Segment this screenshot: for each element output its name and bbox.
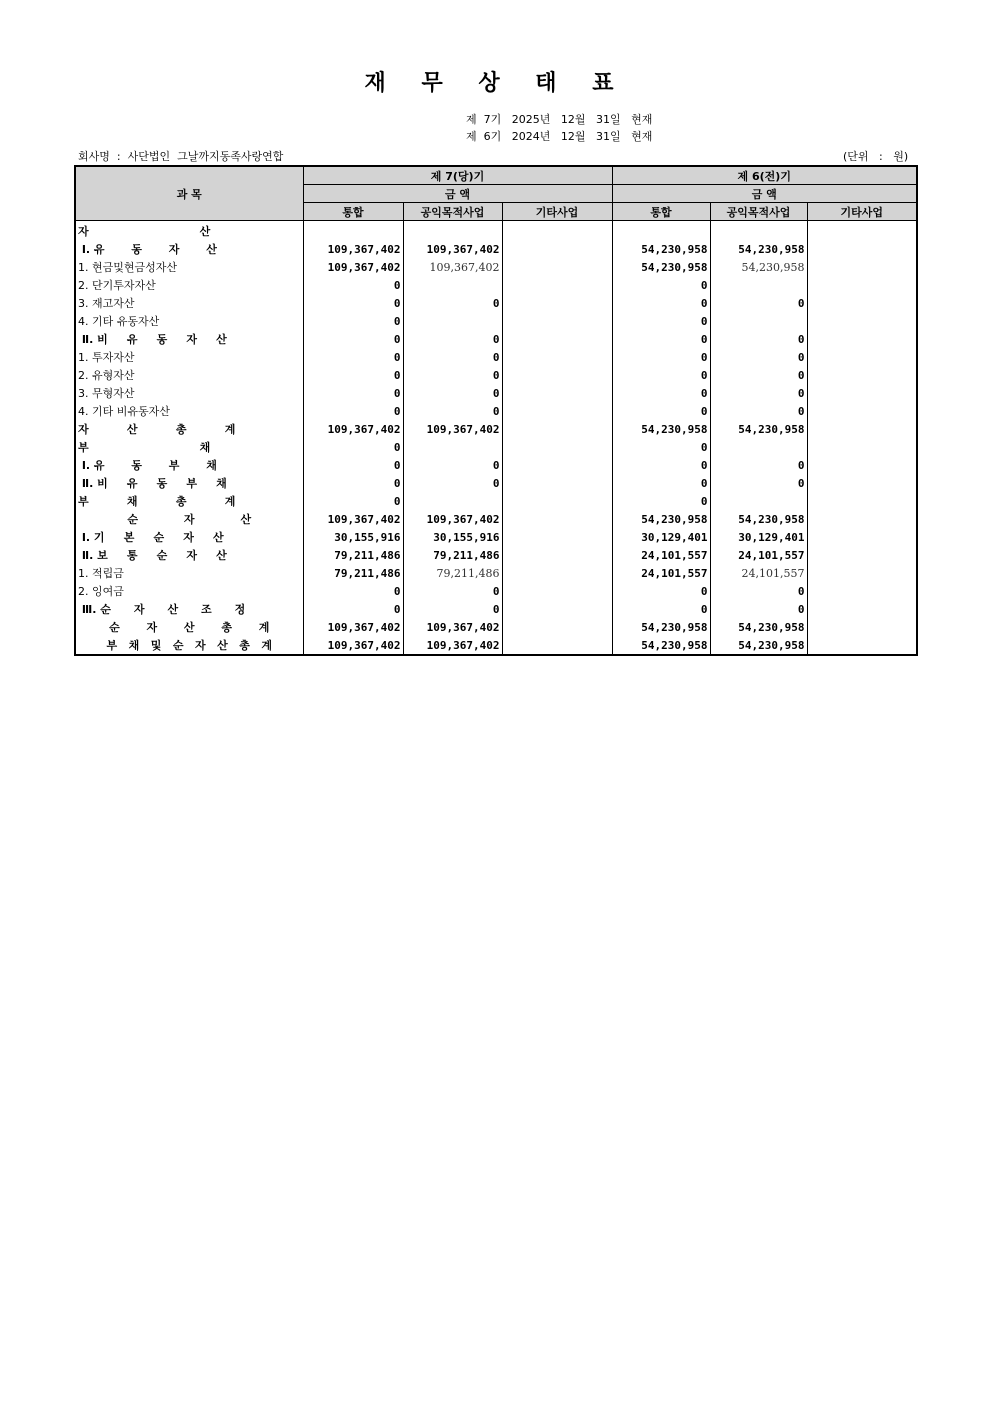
amount-cell [502, 438, 612, 456]
table-row [75, 582, 917, 600]
amount-cell: 24,101,557 [612, 546, 710, 564]
amount-cell: 0 [403, 600, 502, 618]
amount-cell: 54,230,958 [612, 636, 710, 655]
table-row [75, 492, 917, 510]
amount-cell: 0 [710, 384, 807, 402]
period-previous: 제 6기 2024년 12월 31일 현재 [466, 130, 653, 143]
amount-cell [502, 456, 612, 474]
table-row [75, 384, 917, 402]
amount-cell: 54,230,958 [710, 636, 807, 655]
amount-cell: 0 [710, 348, 807, 366]
amount-cell: 0 [710, 330, 807, 348]
amount-cell: 0 [303, 456, 403, 474]
amount-cell [502, 420, 612, 438]
amount-cell [807, 221, 917, 241]
header-subject: 과 목 [75, 166, 303, 221]
row-label: 2. 단기투자자산 [75, 276, 303, 294]
amount-cell [807, 240, 917, 258]
row-label: 자 산 총 계 [75, 420, 303, 438]
table-row [75, 528, 917, 546]
header-col-total-current: 통합 [303, 203, 403, 221]
row-label: 2. 잉여금 [75, 582, 303, 600]
amount-cell: 0 [303, 384, 403, 402]
amount-cell [710, 221, 807, 241]
amount-cell [502, 528, 612, 546]
amount-cell [502, 276, 612, 294]
amount-cell: 109,367,402 [303, 420, 403, 438]
amount-cell: 109,367,402 [403, 240, 502, 258]
amount-cell: 0 [303, 600, 403, 618]
amount-cell [502, 348, 612, 366]
amount-cell: 54,230,958 [710, 510, 807, 528]
amount-cell [502, 492, 612, 510]
row-label: 1. 현금및현금성자산 [75, 258, 303, 276]
amount-cell [710, 492, 807, 510]
header-col-other-current: 기타사업 [502, 203, 612, 221]
amount-cell: 109,367,402 [303, 510, 403, 528]
amount-cell: 0 [612, 438, 710, 456]
row-label: Ⅱ. 비 유 동 부 채 [75, 474, 303, 492]
amount-cell: 109,367,402 [403, 420, 502, 438]
amount-cell [807, 366, 917, 384]
amount-cell: 30,129,401 [612, 528, 710, 546]
amount-cell: 109,367,402 [403, 510, 502, 528]
amount-cell: 0 [303, 582, 403, 600]
row-label: Ⅱ. 보 통 순 자 산 [75, 546, 303, 564]
row-label: 순 자 산 [75, 510, 303, 528]
amount-cell: 30,129,401 [710, 528, 807, 546]
table-row [75, 546, 917, 564]
amount-cell: 109,367,402 [303, 636, 403, 655]
row-label: Ⅰ. 기 본 순 자 산 [75, 528, 303, 546]
amount-cell: 79,211,486 [303, 546, 403, 564]
amount-cell [807, 348, 917, 366]
amount-cell: 0 [710, 402, 807, 420]
amount-cell [502, 294, 612, 312]
amount-cell: 0 [403, 348, 502, 366]
amount-cell [807, 564, 917, 582]
balance-sheet-table [74, 165, 918, 656]
amount-cell [807, 600, 917, 618]
unit-label: (단위 : 원) [843, 150, 909, 163]
amount-cell: 109,367,402 [403, 636, 502, 655]
amount-cell [612, 221, 710, 241]
amount-cell: 0 [303, 294, 403, 312]
amount-cell: 0 [303, 276, 403, 294]
amount-cell: 0 [612, 600, 710, 618]
amount-cell [807, 528, 917, 546]
amount-cell [807, 420, 917, 438]
amount-cell [502, 600, 612, 618]
amount-cell [502, 618, 612, 636]
table-row [75, 474, 917, 492]
amount-cell [807, 456, 917, 474]
row-label: Ⅲ. 순 자 산 조 정 [75, 600, 303, 618]
amount-cell: 54,230,958 [612, 258, 710, 276]
amount-cell: 109,367,402 [303, 240, 403, 258]
amount-cell [403, 276, 502, 294]
row-label: 순 자 산 총 계 [75, 618, 303, 636]
amount-cell [807, 582, 917, 600]
amount-cell: 0 [403, 474, 502, 492]
amount-cell: 0 [710, 600, 807, 618]
table-row [75, 312, 917, 330]
amount-cell [807, 636, 917, 655]
amount-cell: 0 [710, 294, 807, 312]
amount-cell: 109,367,402 [403, 258, 502, 276]
amount-cell [710, 276, 807, 294]
amount-cell: 0 [403, 582, 502, 600]
amount-cell: 54,230,958 [710, 618, 807, 636]
row-label: Ⅰ. 유 동 자 산 [75, 240, 303, 258]
table-row [75, 348, 917, 366]
amount-cell: 0 [612, 474, 710, 492]
table-row [75, 420, 917, 438]
table-row [75, 366, 917, 384]
period-current: 제 7기 2025년 12월 31일 현재 [466, 113, 653, 126]
amount-cell: 0 [710, 474, 807, 492]
amount-cell: 0 [403, 330, 502, 348]
amount-cell: 79,211,486 [303, 564, 403, 582]
amount-cell: 0 [612, 330, 710, 348]
header-previous-period: 제 6(전)기 [612, 166, 917, 185]
amount-cell: 109,367,402 [303, 258, 403, 276]
row-label: 1. 적립금 [75, 564, 303, 582]
amount-cell: 24,101,557 [710, 564, 807, 582]
header-col-public-previous: 공익목적사업 [710, 203, 807, 221]
amount-cell: 0 [710, 456, 807, 474]
amount-cell: 79,211,486 [403, 564, 502, 582]
amount-cell: 24,101,557 [710, 546, 807, 564]
amount-cell: 0 [612, 456, 710, 474]
amount-cell [807, 384, 917, 402]
amount-cell [807, 510, 917, 528]
amount-cell: 0 [612, 402, 710, 420]
amount-cell [710, 438, 807, 456]
amount-cell: 54,230,958 [710, 240, 807, 258]
amount-cell [807, 546, 917, 564]
table-row [75, 221, 917, 241]
amount-cell [502, 546, 612, 564]
amount-cell: 0 [303, 312, 403, 330]
amount-cell [807, 294, 917, 312]
row-label: Ⅱ. 비 유 동 자 산 [75, 330, 303, 348]
amount-cell: 0 [612, 294, 710, 312]
amount-cell [502, 474, 612, 492]
amount-cell: 54,230,958 [710, 420, 807, 438]
table-row [75, 564, 917, 582]
amount-cell: 0 [612, 348, 710, 366]
amount-cell: 0 [710, 582, 807, 600]
amount-cell: 0 [612, 312, 710, 330]
amount-cell: 0 [612, 582, 710, 600]
amount-cell [502, 582, 612, 600]
amount-cell [502, 240, 612, 258]
amount-cell [403, 312, 502, 330]
row-label: 4. 기타 유동자산 [75, 312, 303, 330]
table-row [75, 240, 917, 258]
amount-cell [807, 474, 917, 492]
amount-cell: 0 [403, 384, 502, 402]
table-row [75, 438, 917, 456]
amount-cell [502, 258, 612, 276]
amount-cell: 0 [403, 366, 502, 384]
amount-cell: 0 [303, 438, 403, 456]
amount-cell: 0 [403, 294, 502, 312]
row-label: 부 채 [75, 438, 303, 456]
amount-cell: 0 [612, 276, 710, 294]
table-row [75, 510, 917, 528]
amount-cell [502, 330, 612, 348]
amount-cell [807, 492, 917, 510]
amount-cell: 0 [612, 492, 710, 510]
row-label: 자 산 [75, 221, 303, 241]
amount-cell: 54,230,958 [710, 258, 807, 276]
amount-cell [807, 618, 917, 636]
row-label: Ⅰ. 유 동 부 채 [75, 456, 303, 474]
amount-cell [807, 312, 917, 330]
amount-cell: 0 [303, 330, 403, 348]
amount-cell: 54,230,958 [612, 618, 710, 636]
company-name: 회사명 : 사단법인 그날까지동족사랑연합 [78, 150, 284, 163]
amount-cell [303, 221, 403, 241]
amount-cell: 0 [403, 456, 502, 474]
table-row [75, 636, 917, 655]
amount-cell: 30,155,916 [403, 528, 502, 546]
amount-cell: 79,211,486 [403, 546, 502, 564]
amount-cell: 54,230,958 [612, 420, 710, 438]
amount-cell: 0 [303, 366, 403, 384]
amount-cell [502, 312, 612, 330]
amount-cell: 0 [303, 492, 403, 510]
table-row [75, 294, 917, 312]
table-row [75, 600, 917, 618]
amount-cell [807, 258, 917, 276]
amount-cell: 0 [303, 474, 403, 492]
table-row [75, 258, 917, 276]
amount-cell: 0 [710, 366, 807, 384]
amount-cell: 109,367,402 [303, 618, 403, 636]
amount-cell [403, 438, 502, 456]
amount-cell [502, 384, 612, 402]
amount-cell [807, 276, 917, 294]
table-row [75, 618, 917, 636]
amount-cell [807, 330, 917, 348]
amount-cell [807, 402, 917, 420]
row-label: 3. 재고자산 [75, 294, 303, 312]
table-row [75, 456, 917, 474]
amount-cell [403, 492, 502, 510]
header-current-period: 제 7(당)기 [303, 166, 612, 185]
header-col-public-current: 공익목적사업 [403, 203, 502, 221]
header-amount-previous: 금 액 [612, 185, 917, 203]
amount-cell [502, 636, 612, 655]
amount-cell: 109,367,402 [403, 618, 502, 636]
amount-cell [502, 366, 612, 384]
row-label: 2. 유형자산 [75, 366, 303, 384]
table-row [75, 330, 917, 348]
amount-cell: 0 [403, 402, 502, 420]
table-row [75, 402, 917, 420]
amount-cell [502, 564, 612, 582]
header-amount-current: 금 액 [303, 185, 612, 203]
row-label: 1. 투자자산 [75, 348, 303, 366]
header-col-other-previous: 기타사업 [807, 203, 917, 221]
amount-cell: 54,230,958 [612, 510, 710, 528]
table-row [75, 276, 917, 294]
amount-cell: 54,230,958 [612, 240, 710, 258]
amount-cell: 0 [612, 384, 710, 402]
row-label: 4. 기타 비유동자산 [75, 402, 303, 420]
amount-cell: 30,155,916 [303, 528, 403, 546]
amount-cell [807, 438, 917, 456]
amount-cell [403, 221, 502, 241]
page-title: 재 무 상 태 표 [364, 71, 628, 96]
row-label: 부 채 및 순 자 산 총 계 [75, 636, 303, 655]
amount-cell [710, 312, 807, 330]
amount-cell: 24,101,557 [612, 564, 710, 582]
amount-cell [502, 510, 612, 528]
row-label: 부 채 총 계 [75, 492, 303, 510]
row-label: 3. 무형자산 [75, 384, 303, 402]
amount-cell [502, 402, 612, 420]
amount-cell [502, 221, 612, 241]
amount-cell: 0 [303, 402, 403, 420]
amount-cell: 0 [612, 366, 710, 384]
amount-cell: 0 [303, 348, 403, 366]
header-col-total-previous: 통합 [612, 203, 710, 221]
